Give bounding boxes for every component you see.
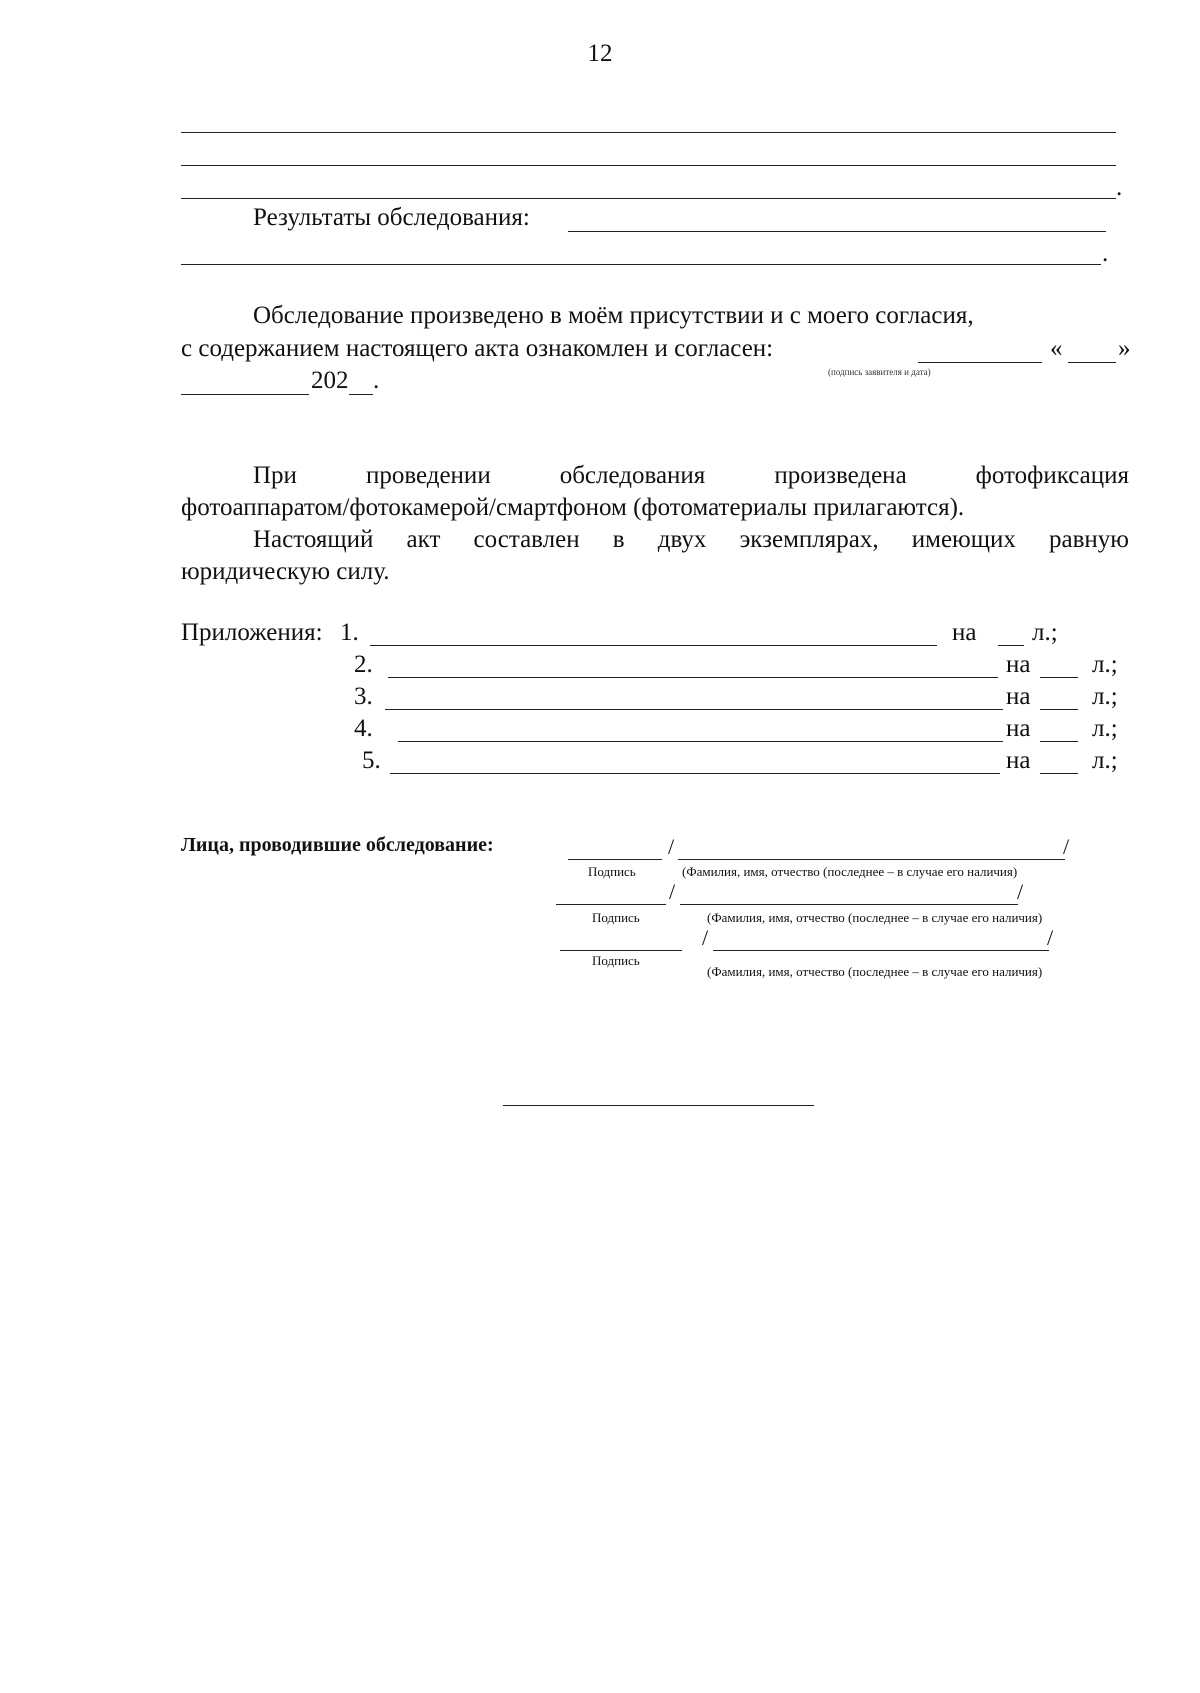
signatories-label: Лица, проводившие обследование:	[181, 834, 494, 856]
slash-1: /	[668, 834, 675, 859]
name-caption-2: (Фамилия, имя, отчество (последнее – в случае его наличия)	[707, 910, 1043, 925]
slash-2: /	[669, 879, 676, 904]
consent-signature-line[interactable]	[918, 362, 1042, 363]
consent-open-quote: «	[1050, 335, 1063, 362]
signature-caption-3: Подпись	[592, 953, 640, 968]
copies-word: двух	[657, 526, 707, 553]
attachment-line[interactable]	[385, 709, 1003, 710]
attachment-number: 1.	[340, 619, 359, 646]
slash-1-end: /	[1063, 834, 1070, 859]
attachment-line[interactable]	[370, 645, 937, 646]
copies-word: Настоящий	[253, 526, 374, 553]
attachment-on: на	[1006, 683, 1031, 710]
attachment-on: на	[952, 619, 977, 646]
attachment-sheets-line[interactable]	[1040, 773, 1078, 774]
copies-word: экземплярах,	[739, 526, 879, 553]
results-label: Результаты обследования:	[253, 204, 530, 231]
photo-word: обследования	[559, 462, 706, 489]
signature-caption-2: Подпись	[592, 910, 640, 925]
page-number: 12	[587, 40, 613, 67]
attachment-number: 4.	[354, 715, 373, 742]
copies-word: составлен	[473, 526, 580, 553]
attachment-line[interactable]	[388, 677, 998, 678]
name-line-1[interactable]	[678, 859, 1065, 860]
results-end-dot: .	[1102, 240, 1109, 267]
copies-line-2: юридическую силу.	[181, 558, 390, 585]
signature-line-3[interactable]	[560, 950, 682, 951]
results-line-1[interactable]	[568, 231, 1106, 232]
blank-line-3	[181, 198, 1116, 199]
consent-date-line[interactable]	[181, 394, 309, 395]
consent-line-1: Обследование произведено в моём присутствии и с моего согласия,	[253, 302, 974, 329]
consent-year: 202	[311, 367, 349, 394]
consent-caption: (подпись заявителя и дата)	[828, 367, 931, 377]
photo-line-2: фотоаппаратом/фотокамерой/смартфоном (фотоматериалы прилагаются).	[181, 494, 965, 521]
attachments-label: Приложения:	[181, 619, 323, 646]
attachment-sheets-line[interactable]	[998, 645, 1024, 646]
copies-line-1	[253, 524, 1129, 556]
signature-caption-1: Подпись	[588, 864, 636, 879]
photo-word: проведении	[365, 462, 491, 489]
attachment-number: 5.	[362, 747, 381, 774]
blank-line-3-dot: .	[1116, 174, 1123, 201]
photo-word: фотофиксация	[975, 462, 1129, 489]
name-caption-1: (Фамилия, имя, отчество (последнее – в случае его наличия)	[682, 864, 1018, 879]
results-line-2[interactable]	[181, 264, 1101, 265]
slash-3: /	[702, 925, 709, 950]
attachment-line[interactable]	[398, 741, 1003, 742]
attachment-number: 2.	[354, 651, 373, 678]
attachment-sheets-line[interactable]	[1040, 741, 1078, 742]
consent-line-2: с содержанием настоящего акта ознакомлен и согласен:	[181, 335, 774, 362]
consent-day-line[interactable]	[1068, 362, 1116, 363]
copies-word: равную	[1049, 526, 1129, 553]
attachment-sheets: л.;	[1092, 715, 1118, 742]
attachment-on: на	[1006, 747, 1031, 774]
copies-word: акт	[406, 526, 441, 553]
closing-rule	[503, 1105, 814, 1106]
name-line-2[interactable]	[680, 904, 1018, 905]
slash-3-end: /	[1047, 925, 1054, 950]
attachment-sheets: л.;	[1032, 619, 1058, 646]
attachment-sheets-line[interactable]	[1040, 709, 1078, 710]
signature-line-2[interactable]	[556, 904, 666, 905]
attachment-sheets: л.;	[1092, 683, 1118, 710]
attachment-sheets: л.;	[1092, 651, 1118, 678]
consent-close-quote: »	[1118, 335, 1131, 362]
photo-word: При	[253, 462, 297, 489]
attachment-on: на	[1006, 651, 1031, 678]
attachment-sheets: л.;	[1092, 747, 1118, 774]
attachment-line[interactable]	[390, 773, 1000, 774]
consent-year-line[interactable]	[349, 394, 373, 395]
copies-word: в	[612, 526, 625, 553]
photo-line-1	[253, 460, 1129, 492]
slash-2-end: /	[1017, 879, 1024, 904]
attachment-sheets-line[interactable]	[1040, 677, 1078, 678]
name-line-3[interactable]	[713, 950, 1049, 951]
photo-word: произведена	[774, 462, 907, 489]
blank-line-2	[181, 165, 1116, 166]
attachment-number: 3.	[354, 683, 373, 710]
name-caption-3: (Фамилия, имя, отчество (последнее – в случае его наличия)	[707, 964, 1043, 979]
consent-year-end: .	[373, 367, 380, 394]
blank-line-1	[181, 132, 1116, 133]
attachment-on: на	[1006, 715, 1031, 742]
copies-word: имеющих	[911, 526, 1016, 553]
signature-line-1[interactable]	[568, 859, 662, 860]
